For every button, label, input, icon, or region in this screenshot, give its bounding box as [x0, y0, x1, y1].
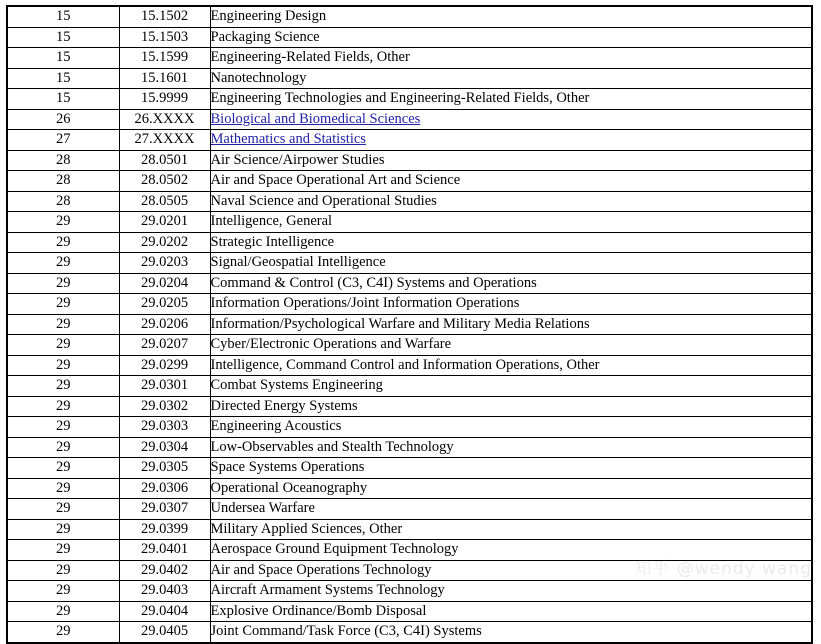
cell-program-title: Joint Command/Task Force (C3, C4I) Systems — [210, 622, 812, 643]
cell-program-title: Air and Space Operations Technology — [210, 560, 812, 581]
cell-series-code: 29 — [7, 335, 119, 356]
cell-cip-code: 15.1503 — [119, 27, 210, 48]
cell-series-code: 29 — [7, 499, 119, 520]
table-row — [7, 68, 812, 89]
cell-program-title: Aerospace Ground Equipment Technology — [210, 540, 812, 561]
cell-series-code: 29 — [7, 417, 119, 438]
table-row — [7, 376, 812, 397]
cell-program-title: Undersea Warfare — [210, 499, 812, 520]
table-row — [7, 335, 812, 356]
table-row — [7, 314, 812, 335]
table-row — [7, 89, 812, 110]
cell-program-title: Cyber/Electronic Operations and Warfare — [210, 335, 812, 356]
cell-cip-code: 29.0402 — [119, 560, 210, 581]
cell-series-code: 29 — [7, 622, 119, 643]
table-row — [7, 437, 812, 458]
cip-table-body — [7, 6, 812, 643]
cell-cip-code: 15.1502 — [119, 6, 210, 27]
cell-series-code: 15 — [7, 6, 119, 27]
cell-series-code: 29 — [7, 540, 119, 561]
cip-code-table-container — [6, 5, 811, 644]
table-row — [7, 458, 812, 479]
cell-series-code: 29 — [7, 355, 119, 376]
cell-cip-code: 29.0206 — [119, 314, 210, 335]
table-row — [7, 150, 812, 171]
cell-cip-code: 29.0307 — [119, 499, 210, 520]
cell-program-title: Engineering Technologies and Engineering-Related Fields, Other — [210, 89, 812, 110]
cell-cip-code: 29.0305 — [119, 458, 210, 479]
cell-program-title: Directed Energy Systems — [210, 396, 812, 417]
cell-cip-code: 26.XXXX — [119, 109, 210, 130]
cell-cip-code: 29.0401 — [119, 540, 210, 561]
cell-program-title: Nanotechnology — [210, 68, 812, 89]
cell-series-code: 29 — [7, 376, 119, 397]
table-row — [7, 130, 812, 151]
table-row — [7, 478, 812, 499]
cell-series-code: 15 — [7, 48, 119, 69]
cell-series-code: 29 — [7, 478, 119, 499]
cell-program-title: Strategic Intelligence — [210, 232, 812, 253]
cell-series-code: 15 — [7, 68, 119, 89]
cell-cip-code: 29.0207 — [119, 335, 210, 356]
cell-cip-code: 29.0303 — [119, 417, 210, 438]
cell-program-title: Explosive Ordinance/Bomb Disposal — [210, 601, 812, 622]
cell-series-code: 29 — [7, 437, 119, 458]
cell-program-title: Information Operations/Joint Information Operations — [210, 294, 812, 315]
cell-cip-code: 29.0202 — [119, 232, 210, 253]
cell-series-code: 29 — [7, 560, 119, 581]
cell-program-title[interactable] — [210, 109, 812, 130]
cell-cip-code: 29.0306 — [119, 478, 210, 499]
cell-program-title: Aircraft Armament Systems Technology — [210, 581, 812, 602]
cell-cip-code: 29.0204 — [119, 273, 210, 294]
cell-cip-code: 29.0205 — [119, 294, 210, 315]
cell-series-code: 29 — [7, 601, 119, 622]
cell-program-title: Intelligence, General — [210, 212, 812, 233]
cell-series-code: 29 — [7, 273, 119, 294]
table-row — [7, 294, 812, 315]
cell-program-title: Operational Oceanography — [210, 478, 812, 499]
cell-series-code: 29 — [7, 212, 119, 233]
table-row — [7, 191, 812, 212]
program-title-link[interactable]: Biological and Biomedical Sciences — [210, 110, 421, 127]
cell-series-code: 15 — [7, 27, 119, 48]
cell-program-title: Command & Control (C3, C4I) Systems and Operations — [210, 273, 812, 294]
cell-cip-code: 15.1601 — [119, 68, 210, 89]
cell-program-title: Air and Space Operational Art and Science — [210, 171, 812, 192]
cell-cip-code: 28.0502 — [119, 171, 210, 192]
table-row — [7, 6, 812, 27]
cell-program-title: Information/Psychological Warfare and Military Media Relations — [210, 314, 812, 335]
cell-cip-code: 29.0399 — [119, 519, 210, 540]
cell-program-title: Packaging Science — [210, 27, 812, 48]
cell-cip-code: 15.1599 — [119, 48, 210, 69]
table-row — [7, 601, 812, 622]
cell-cip-code: 29.0404 — [119, 601, 210, 622]
cell-cip-code: 29.0301 — [119, 376, 210, 397]
cell-program-title: Combat Systems Engineering — [210, 376, 812, 397]
table-row — [7, 27, 812, 48]
cell-series-code: 28 — [7, 191, 119, 212]
table-row — [7, 232, 812, 253]
program-title-link[interactable]: Mathematics and Statistics — [210, 131, 366, 147]
table-row — [7, 560, 812, 581]
table-row — [7, 355, 812, 376]
cell-series-code: 29 — [7, 581, 119, 602]
cell-cip-code: 28.0501 — [119, 150, 210, 171]
cell-program-title: Air Science/Airpower Studies — [210, 150, 812, 171]
table-row — [7, 109, 812, 130]
table-row — [7, 273, 812, 294]
table-row — [7, 396, 812, 417]
cell-cip-code: 27.XXXX — [119, 130, 210, 151]
watermark: 知乎 @wendy wang — [634, 559, 812, 579]
cell-series-code: 28 — [7, 150, 119, 171]
table-row — [7, 48, 812, 69]
cell-cip-code: 29.0302 — [119, 396, 210, 417]
cell-cip-code: 29.0403 — [119, 581, 210, 602]
cell-series-code: 29 — [7, 294, 119, 315]
cell-program-title: Low-Observables and Stealth Technology — [210, 437, 812, 458]
cell-program-title: Intelligence, Command Control and Information Operations, Other — [210, 355, 812, 376]
cell-cip-code: 29.0405 — [119, 622, 210, 643]
cip-code-table — [6, 5, 813, 644]
table-row — [7, 417, 812, 438]
cell-series-code: 26 — [7, 109, 119, 130]
cell-series-code: 15 — [7, 89, 119, 110]
cell-cip-code: 29.0201 — [119, 212, 210, 233]
cell-series-code: 29 — [7, 314, 119, 335]
cell-cip-code: 29.0203 — [119, 253, 210, 274]
cell-cip-code: 28.0505 — [119, 191, 210, 212]
cell-series-code: 27 — [7, 130, 119, 151]
table-row — [7, 253, 812, 274]
table-row — [7, 499, 812, 520]
table-row — [7, 519, 812, 540]
cell-cip-code: 29.0304 — [119, 437, 210, 458]
table-row — [7, 212, 812, 233]
cell-program-title: Naval Science and Operational Studies — [210, 191, 812, 212]
cell-series-code: 29 — [7, 396, 119, 417]
cell-series-code: 29 — [7, 253, 119, 274]
cell-program-title: Space Systems Operations — [210, 458, 812, 479]
cell-program-title: Engineering Acoustics — [210, 417, 812, 438]
table-row — [7, 171, 812, 192]
table-row — [7, 622, 812, 643]
cell-series-code: 29 — [7, 519, 119, 540]
cell-program-title: Engineering-Related Fields, Other — [210, 48, 812, 69]
table-row — [7, 581, 812, 602]
cell-series-code: 28 — [7, 171, 119, 192]
cell-series-code: 29 — [7, 458, 119, 479]
cell-program-title: Signal/Geospatial Intelligence — [210, 253, 812, 274]
cell-program-title: Engineering Design — [210, 6, 812, 27]
cell-program-title: Military Applied Sciences, Other — [210, 519, 812, 540]
cell-cip-code: 15.9999 — [119, 89, 210, 110]
table-row — [7, 540, 812, 561]
cell-cip-code: 29.0299 — [119, 355, 210, 376]
cell-series-code: 29 — [7, 232, 119, 253]
cell-program-title[interactable] — [210, 130, 812, 151]
